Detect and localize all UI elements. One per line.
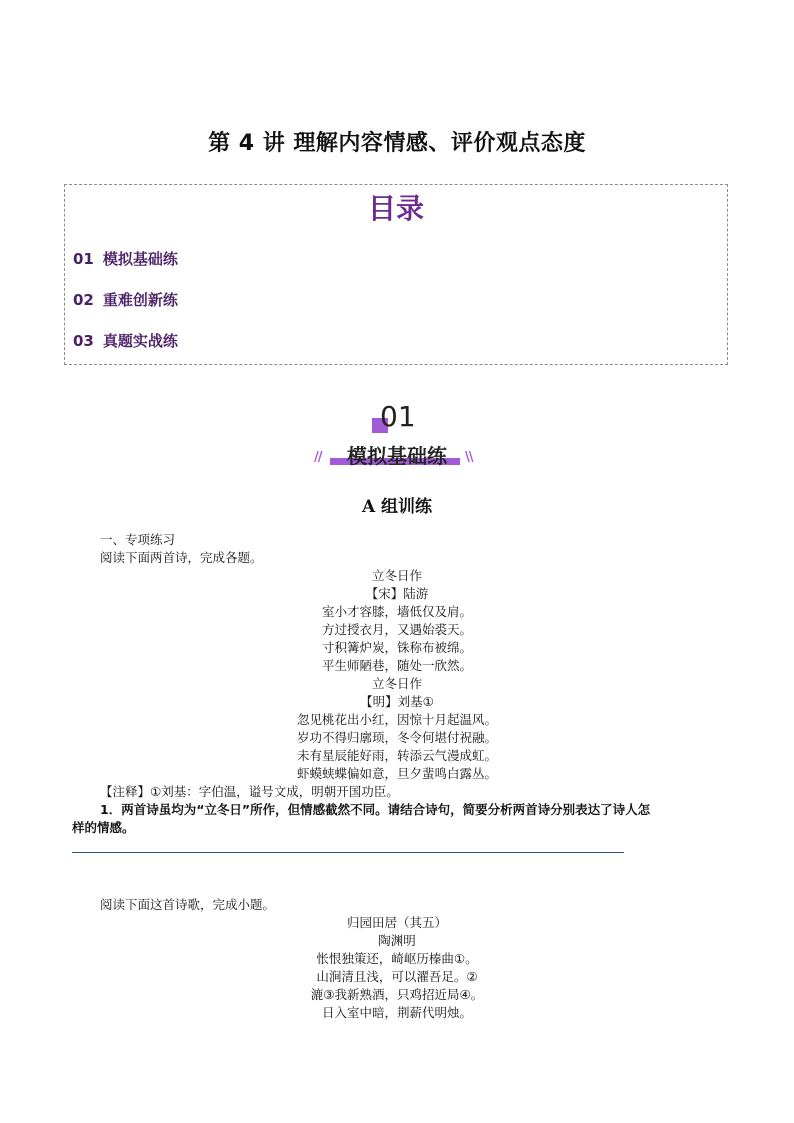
- poem2-title: 立冬日作: [371, 676, 422, 691]
- toc-item-number: 02: [73, 291, 94, 309]
- toc-item-3[interactable]: [73, 330, 178, 351]
- poem2-line: 未有星辰能好雨，转添云气漫成虹。: [296, 748, 497, 763]
- page-title: 第 4 讲 理解内容情感、评价观点态度: [208, 131, 586, 156]
- part2-intro: 阅读下面这首诗歌，完成小题。: [100, 897, 276, 912]
- poem3-title: 归园田居（其五）: [346, 915, 447, 930]
- poem2-line: 虾蟆蛱蝶偏如意，旦夕蜚鸣白露丛。: [296, 766, 497, 781]
- toc-item-number: 03: [73, 332, 94, 350]
- question-1-continued: 样的情感。: [72, 820, 135, 835]
- table-of-contents: [64, 184, 728, 365]
- section-number: 01: [380, 400, 416, 433]
- poem3-author: 陶渊明: [378, 933, 416, 948]
- poem3-line: 怅恨独策还，崎岖历榛曲①。: [316, 951, 478, 966]
- poem1-line: 寸积篝炉炭，铢称布被绵。: [321, 640, 472, 655]
- toc-item-1[interactable]: [73, 248, 178, 269]
- poem2-line: 忽见桃花出小红，因惊十月起温风。: [296, 712, 497, 727]
- poem3-line: 山涧清且浅，可以濯吾足。②: [316, 969, 478, 984]
- section-title: 模拟基础练: [347, 444, 447, 468]
- toc-item-number: 01: [73, 250, 94, 268]
- toc-item-label: 模拟基础练: [102, 250, 178, 268]
- toc-item-label: 真题实战练: [102, 332, 178, 350]
- poem1-title: 立冬日作: [371, 568, 422, 583]
- toc-item-2[interactable]: [73, 289, 178, 310]
- poem3-line: 日入室中暗，荆薪代明烛。: [321, 1005, 472, 1020]
- poem3-line: 漉③我新熟酒，只鸡招近局④。: [310, 987, 484, 1002]
- right-slash-decoration: \\: [465, 450, 473, 465]
- left-slash-decoration: //: [314, 450, 322, 465]
- toc-heading: 目录: [367, 192, 424, 225]
- poem1-author: 【宋】陆游: [365, 586, 429, 601]
- poem2-author: 【明】刘基①: [360, 694, 434, 709]
- part1-intro: 阅读下面两首诗，完成各题。: [100, 550, 263, 565]
- poem1-line: 室小才容膝，墙低仅及肩。: [321, 604, 472, 619]
- section-badge: [0, 400, 794, 470]
- part1-heading: 一、专项练习: [100, 532, 176, 547]
- poem2-line: 岁功不得归廓顼，冬令何堪付祝融。: [296, 730, 497, 745]
- answer-line[interactable]: [72, 852, 624, 853]
- question-1: 1．两首诗虽均为“立冬日”所作，但情感截然不同。请结合诗句，简要分析两首诗分别表达了诗人怎: [100, 802, 651, 817]
- annotation-note: 【注释】①刘基：字伯温，谥号文成，明朝开国功臣。: [100, 784, 399, 799]
- group-title: A 组训练: [361, 497, 433, 517]
- poem1-line: 方过授衣月，又遇始裘天。: [321, 622, 472, 637]
- poem1-line: 平生师陋巷，随处一欣然。: [321, 658, 472, 673]
- toc-item-label: 重难创新练: [102, 291, 178, 309]
